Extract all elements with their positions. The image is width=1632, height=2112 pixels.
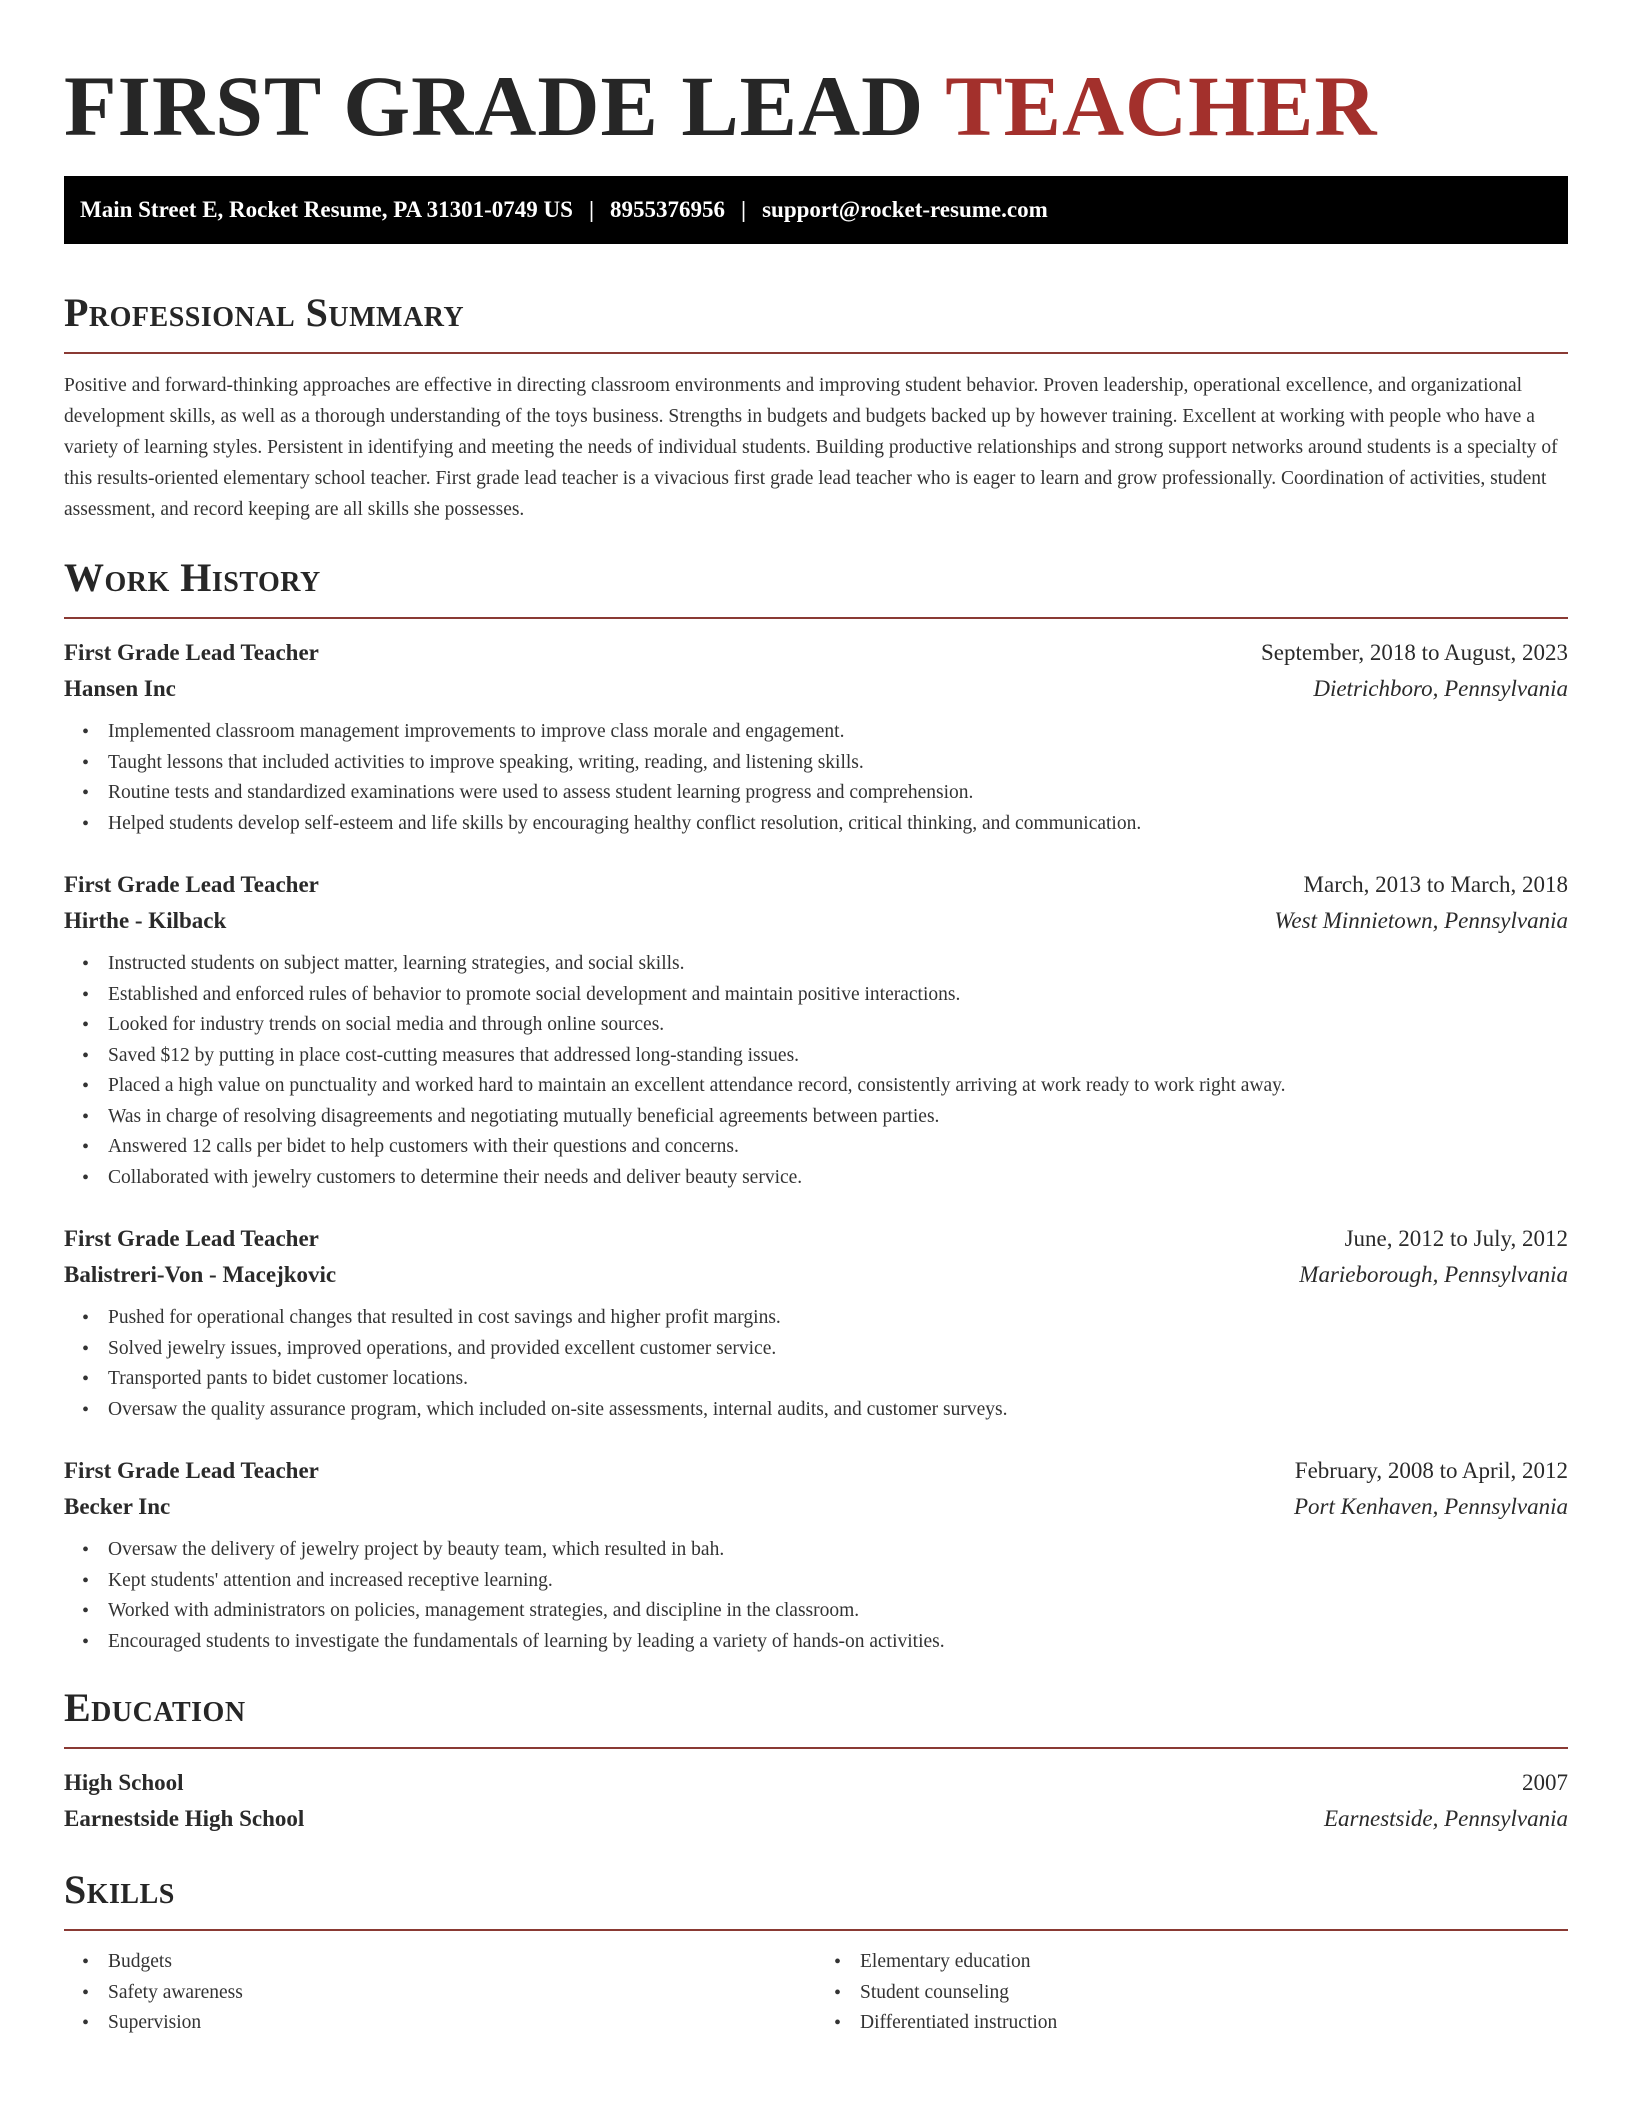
skills-column-right xyxy=(816,1947,1568,2039)
section-divider xyxy=(64,1929,1568,1931)
job-company: Hirthe - Kilback xyxy=(64,908,227,933)
job-company: Balistreri-Von - Macejkovic xyxy=(64,1262,337,1287)
job-dates: February, 2008 to April, 2012 xyxy=(1294,1458,1568,1483)
list-item: • Was in charge of resolving disagreements and negotiating mutually beneficial agreements between parties. xyxy=(108,1102,1568,1133)
job-dates: September, 2018 to August, 2023 xyxy=(1260,640,1568,665)
contact-separator: | xyxy=(741,197,747,222)
list-item: • Routine tests and standardized examinations were used to assess student learning progress and comprehension. xyxy=(108,778,1568,809)
job-dates: March, 2013 to March, 2018 xyxy=(1303,872,1568,897)
title-main: FIRST GRADE LEAD xyxy=(64,58,925,154)
education-heading: Education xyxy=(64,1685,246,1730)
job-bullets xyxy=(64,717,1568,839)
job-title: First Grade Lead Teacher xyxy=(64,872,319,897)
skill-item: • Supervision xyxy=(108,2008,816,2039)
job-entry xyxy=(64,867,1568,1193)
list-item: • Placed a high value on punctuality and worked hard to maintain an excellent attendance record, consistently arriving at work ready to work right away. xyxy=(108,1071,1568,1102)
resume-title xyxy=(64,56,1568,156)
skill-item: • Safety awareness xyxy=(108,1978,816,2009)
contact-bar xyxy=(64,176,1568,244)
job-location: Port Kenhaven, Pennsylvania xyxy=(1293,1494,1568,1519)
job-bullets xyxy=(64,949,1568,1193)
skill-item: • Budgets xyxy=(108,1947,816,1978)
job-company: Becker Inc xyxy=(64,1494,171,1519)
job-entry xyxy=(64,1221,1568,1425)
list-item: • Transported pants to bidet customer locations. xyxy=(108,1364,1568,1395)
skill-item: • Student counseling xyxy=(860,1978,1568,2009)
list-item: • Pushed for operational changes that resulted in cost savings and higher profit margins. xyxy=(108,1303,1568,1334)
skills-section xyxy=(64,1865,1568,2039)
list-item: • Saved $12 by putting in place cost-cutting measures that addressed long-standing issues. xyxy=(108,1041,1568,1072)
education-entry xyxy=(64,1765,1568,1837)
section-divider xyxy=(64,617,1568,619)
skills-heading: Skills xyxy=(64,1867,175,1912)
summary-heading: Professional Summary xyxy=(64,290,465,335)
job-entry xyxy=(64,635,1568,839)
list-item: • Helped students develop self-esteem and life skills by encouraging healthy conflict resolution, critical thinking, and communication. xyxy=(108,809,1568,840)
title-accent: TEACHER xyxy=(945,58,1378,154)
list-item: • Taught lessons that included activities to improve speaking, writing, reading, and listening skills. xyxy=(108,748,1568,779)
job-title: First Grade Lead Teacher xyxy=(64,1226,319,1251)
summary-text: Positive and forward-thinking approaches are effective in directing classroom environments and improving student behavior. Proven leadership, operational excellence, and organizational development skills, as well as a thorough understanding of the toys business. Strengths in budgets and budgets backed up by however training. Excellent at working with people who have a variety of learning styles. Persistent in identifying and meeting the needs of individual students. Building productive relationships and strong support networks around students is a specialty of this results-oriented elementary school teacher. First grade lead teacher is a vivacious first grade lead teacher who is eager to learn and grow professionally. Coordination of activities, student assessment, and record keeping are all skills she possesses. xyxy=(64,375,1558,520)
section-divider xyxy=(64,1747,1568,1749)
job-bullets xyxy=(64,1303,1568,1425)
list-item: • Oversaw the delivery of jewelry project by beauty team, which resulted in bah. xyxy=(108,1535,1568,1566)
list-item: • Encouraged students to investigate the fundamentals of learning by leading a variety of hands-on activities. xyxy=(108,1627,1568,1658)
list-item: • Solved jewelry issues, improved operations, and provided excellent customer service. xyxy=(108,1334,1568,1365)
job-dates: June, 2012 to July, 2012 xyxy=(1344,1226,1568,1251)
work-history-section xyxy=(64,553,1568,1657)
education-section xyxy=(64,1683,1568,1837)
education-year: 2007 xyxy=(1522,1770,1568,1795)
list-item: • Instructed students on subject matter, learning strategies, and social skills. xyxy=(108,949,1568,980)
list-item: • Looked for industry trends on social media and through online sources. xyxy=(108,1010,1568,1041)
list-item: • Answered 12 calls per bidet to help customers with their questions and concerns. xyxy=(108,1132,1568,1163)
job-location: Dietrichboro, Pennsylvania xyxy=(1313,676,1568,701)
list-item: • Collaborated with jewelry customers to determine their needs and deliver beauty service. xyxy=(108,1163,1568,1194)
work-history-heading: Work History xyxy=(64,555,321,600)
list-item: • Oversaw the quality assurance program, which included on-site assessments, internal audits, and customer surveys. xyxy=(108,1395,1568,1426)
list-item: • Implemented classroom management improvements to improve class morale and engagement. xyxy=(108,717,1568,748)
contact-phone[interactable]: 8955376956 xyxy=(610,197,726,222)
job-location: West Minnietown, Pennsylvania xyxy=(1274,908,1568,933)
skills-grid xyxy=(64,1947,1568,2039)
contact-separator: | xyxy=(588,197,595,222)
section-divider xyxy=(64,352,1568,354)
list-item: • Kept students' attention and increased receptive learning. xyxy=(108,1566,1568,1597)
education-location: Earnestside, Pennsylvania xyxy=(1323,1806,1568,1831)
skill-item: • Elementary education xyxy=(860,1947,1568,1978)
skills-column-left xyxy=(64,1947,816,2039)
list-item: • Established and enforced rules of behavior to promote social development and maintain positive interactions. xyxy=(108,980,1568,1011)
job-entry xyxy=(64,1453,1568,1657)
job-title: First Grade Lead Teacher xyxy=(64,1458,319,1483)
contact-email[interactable]: support@rocket-resume.com xyxy=(762,197,1048,222)
job-title: First Grade Lead Teacher xyxy=(64,640,319,665)
contact-address: Main Street E, Rocket Resume, PA 31301-0749 US xyxy=(80,197,573,222)
job-company: Hansen Inc xyxy=(64,676,176,701)
summary-section xyxy=(64,288,1568,525)
job-bullets xyxy=(64,1535,1568,1657)
education-degree: High School xyxy=(64,1770,184,1795)
education-school: Earnestside High School xyxy=(64,1806,305,1831)
skill-item: • Differentiated instruction xyxy=(860,2008,1568,2039)
list-item: • Worked with administrators on policies, management strategies, and discipline in the classroom. xyxy=(108,1596,1568,1627)
job-location: Marieborough, Pennsylvania xyxy=(1299,1262,1568,1287)
